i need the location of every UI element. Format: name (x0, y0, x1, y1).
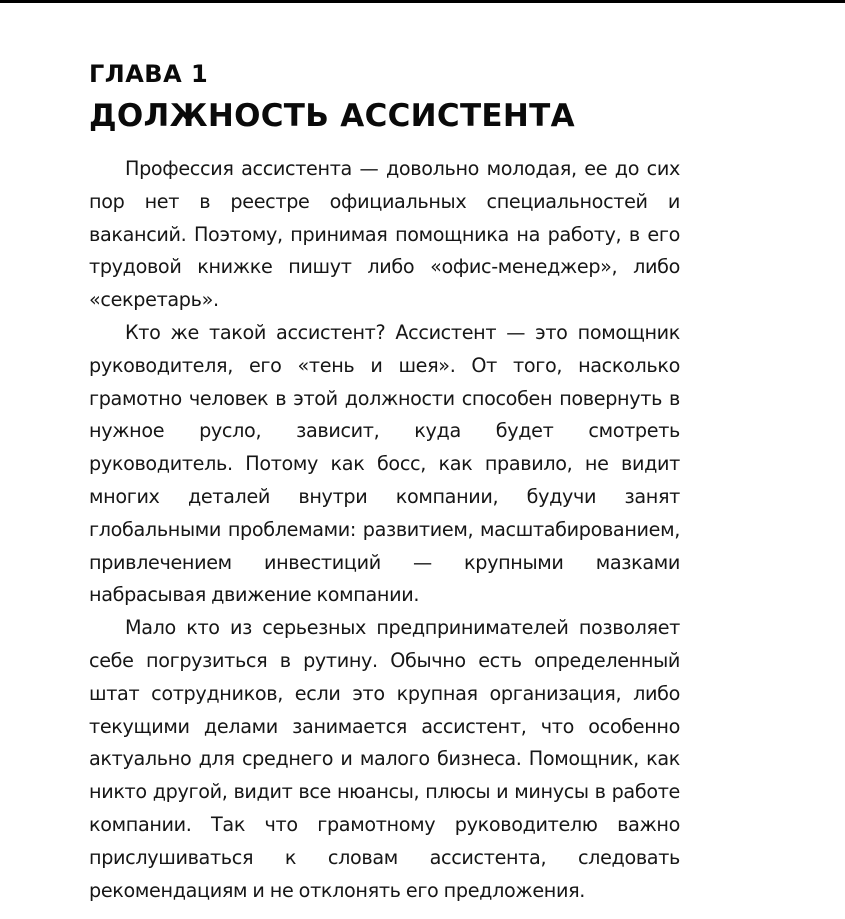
top-border-line (0, 0, 845, 3)
chapter-title: ДОЛЖНОСТЬ АССИСТЕНТА (89, 98, 575, 134)
chapter-label: ГЛАВА 1 (89, 60, 209, 88)
paragraph-1: Профессия ассистента — довольно молодая, ее до сих пор нет в реестре официальных специальностей и вакансий. Поэтому, принимая помощника на работу, в его трудовой книжке пишут либо «офис-менеджер», либо «секретарь». (89, 157, 680, 312)
book-page (89, 55, 680, 907)
paragraph-2: Кто же такой ассистент? Ассистент — это помощник руководителя, его «тень и шея». От того, насколько грамотно человек в этой должности способен повернуть в нужное русло, зависит, куда будет смотреть руководитель. Потому как босс, как правило, не видит многих деталей внутри компании, будучи занят глобальными проблемами: развитием, масштабированием, привлечением инвестиций — крупными мазками набрасывая движение компании. (89, 320, 680, 607)
paragraph-3: Мало кто из серьезных предпринимателей позволяет себе погрузиться в рутину. Обычно есть определенный штат сотрудников, если это крупная организация, либо текущими делами занимается ассистент, что особенно актуально для среднего и малого бизнеса. Помощник, как никто другой, видит все нюансы, плюсы и минусы в работе компании. Так что грамотному руководителю важно прислушиваться к словам ассистента, следовать рекомендациям и не отклонять его предложения. (89, 616, 680, 902)
